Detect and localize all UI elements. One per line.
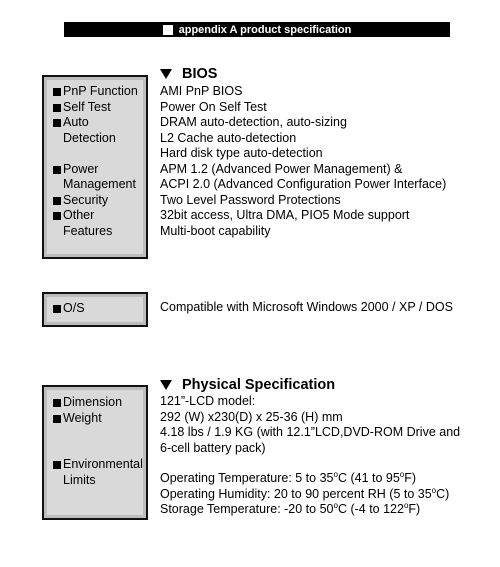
physical-line: 4.18 lbs / 1.9 KG (with 12.1”LCD,DVD-ROM Drive and: [160, 425, 461, 439]
bios-line: Two Level Password Protections: [160, 192, 341, 207]
environment-content: [160, 471, 490, 518]
bios-line: Multi-boot capability: [160, 223, 271, 238]
label-power-management: [44, 162, 146, 193]
physical-line: 292 (W) x230(D) x 25-36 (H) mm: [160, 409, 343, 424]
bios-heading: [160, 66, 217, 82]
label-text: O/S: [63, 301, 85, 315]
label-text-cont: Detection: [63, 130, 116, 145]
physical-line: 121”-LCD model:: [160, 394, 256, 408]
label-pnp-function: [44, 84, 146, 100]
label-weight: [44, 411, 146, 427]
os-label-box: [42, 292, 148, 327]
bullet-icon: [53, 197, 61, 205]
bios-line: DRAM auto-detection, auto-sizing: [160, 115, 347, 129]
label-text-cont: Management: [63, 177, 136, 191]
bios-line: APM 1.2 (Advanced Power Management) &: [160, 161, 403, 176]
bios-label-box: [42, 75, 148, 259]
physical-line: 6-cell battery pack): [160, 440, 266, 455]
label-dimension: [44, 395, 146, 411]
bullet-icon: [53, 399, 61, 407]
label-security: [44, 193, 146, 209]
label-text: Auto: [63, 115, 89, 129]
bios-line: L2 Cache auto-detection: [160, 130, 297, 145]
appendix-title: appendix A product specification: [178, 23, 352, 36]
label-text-cont: Limits: [63, 472, 96, 487]
os-content: [160, 300, 490, 316]
bullet-icon: [53, 119, 61, 127]
bios-line: Hard disk type auto-detection: [160, 146, 323, 160]
triangle-down-icon: [160, 380, 172, 390]
operating-humidity-line: Operating Humidity: 20 to 90 percent RH (5 to 35$^o$C): [160, 485, 450, 501]
bios-title: BIOS: [182, 66, 218, 82]
label-text: Dimension: [63, 395, 123, 409]
bios-line: ACPI 2.0 (Advanced Configuration Power Interface): [160, 177, 447, 191]
bios-content: [160, 84, 490, 239]
physical-label-box: [42, 385, 148, 520]
bios-line: 32bit access, Ultra DMA, PIO5 Mode support: [160, 208, 410, 222]
label-text: Self Test: [63, 99, 111, 114]
physical-heading: [160, 377, 335, 393]
label-text: Security: [63, 192, 109, 207]
bullet-icon: [53, 461, 61, 469]
label-text: Environmental: [63, 457, 143, 471]
label-environmental-limits: [44, 457, 146, 488]
bios-line: AMI PnP BIOS: [160, 84, 243, 98]
label-text-cont: Features: [63, 223, 113, 238]
physical-content: [160, 394, 490, 456]
appendix-header: [64, 22, 450, 37]
label-text: Weight: [63, 410, 102, 425]
label-text: Power: [63, 161, 99, 176]
bullet-icon: [53, 166, 61, 174]
storage-temperature-line: Storage Temperature: -20 to 50$^o$C (-4 to 122$^o$F): [160, 500, 421, 516]
os-line: Compatible with Microsoft Windows 2000 / XP / DOS: [160, 300, 453, 314]
square-icon: [163, 25, 173, 35]
label-text: PnP Function: [63, 84, 138, 98]
label-os: [44, 301, 146, 317]
triangle-down-icon: [160, 69, 172, 79]
bios-line: Power On Self Test: [160, 99, 267, 114]
bullet-icon: [53, 415, 61, 423]
label-text: Other: [63, 208, 95, 222]
bullet-icon: [53, 104, 61, 112]
physical-title: Physical Specification: [182, 377, 336, 393]
bullet-icon: [53, 212, 61, 220]
label-other-features: [44, 208, 146, 239]
bullet-icon: [53, 305, 61, 313]
operating-temperature-line: Operating Temperature: 5 to 35$^o$C (41 to 95$^o$F): [160, 469, 417, 485]
label-self-test: [44, 100, 146, 116]
bullet-icon: [53, 88, 61, 96]
label-auto-detection: [44, 115, 146, 146]
